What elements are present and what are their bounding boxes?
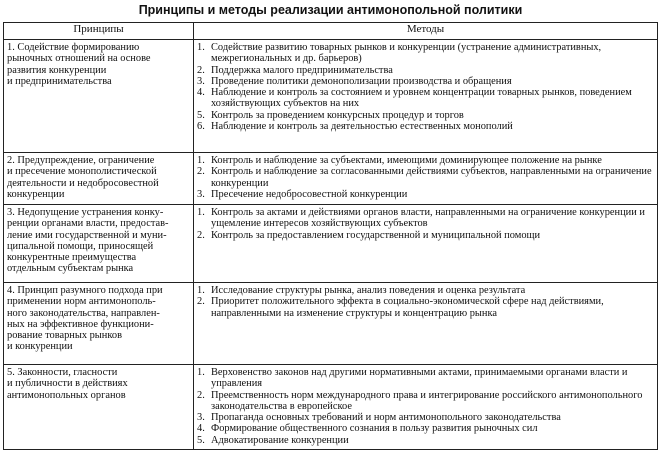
table-row [4,283,658,365]
method-text: Пропаганда основных требований и норм антимонопольного законодательства [211,412,561,424]
method-item [197,87,654,110]
methods-cell [194,365,658,450]
header-principles: Принципы [4,23,194,40]
method-item [197,230,654,241]
table-row [4,205,658,283]
method-number: 2. [197,389,205,401]
method-item [197,412,654,423]
method-number: 3. [197,188,205,200]
method-text: Формирование общественного сознания в пользу развития рыночных сил [211,423,538,435]
method-item [197,435,654,446]
principle-cell [4,153,194,205]
method-number: 4. [197,423,205,435]
method-number: 2. [197,166,205,178]
methods-cell [194,40,658,153]
table-row [4,40,658,153]
method-number: 3. [197,412,205,424]
methods-cell [194,153,658,205]
method-text: Наблюдение и контроль за состоянием и уровнем концентрации товарных рынков, поведением хозяйствующих субъектов на них [211,87,632,110]
method-item [197,207,654,230]
method-text: Контроль за проведением конкурсных процедур и торгов [211,109,464,121]
method-item [197,155,654,166]
method-number: 1. [197,155,205,166]
method-text: Приоритет положительного эффекта в социально-экономической сфере над действиями, направленными на изменение структуры и концентрацию рынка [211,296,604,319]
methods-list [197,42,654,132]
methods-list [197,285,654,319]
methods-cell [194,283,658,365]
method-item [197,296,654,319]
method-text: Содействие развитию товарных рынков и конкуренции (устранение административных, межрегиональных и др. барьеров) [211,42,602,65]
method-number: 1. [197,207,205,218]
principle-text: 3. Недопущение устранения конку- ренции органами власти, предостав- ление ими государственной и муни- ципальной помощи, приносящей конкурентные преимущества отдельным субъектам рынка [7,207,169,275]
method-number: 5. [197,434,205,446]
method-item [197,42,654,65]
principle-cell [4,283,194,365]
principle-text: 5. Законности, гласности и публичности в действиях антимонопольных органов [7,367,128,401]
method-text: Контроль и наблюдение за субъектами, имеющими доминирующее положение на рынке [211,155,602,166]
method-item [197,390,654,413]
method-text: Наблюдение и контроль за деятельностью естественных монополий [211,121,513,133]
method-text: Поддержка малого предпринимательства [211,64,393,76]
method-item [197,285,654,296]
method-number: 1. [197,42,205,53]
method-text: Контроль и наблюдение за согласованными действиями субъектов, направленными на ограничение конкуренции [211,166,652,189]
principle-cell [4,205,194,283]
methods-list [197,155,654,200]
method-item [197,121,654,132]
principle-cell [4,365,194,450]
method-number: 6. [197,121,205,133]
method-item [197,166,654,189]
table-row [4,365,658,450]
header-methods: Методы [194,23,658,40]
method-number: 2. [197,229,205,241]
method-item [197,65,654,76]
table-header-row [4,23,658,40]
method-number: 1. [197,367,205,378]
method-text: Преемственность норм международного права и интегрирование российского антимонопольного законодательства в европейское [211,389,643,412]
method-item [197,189,654,200]
principle-text: 1. Содействие формированию рыночных отношений на основе развития конкуренции и предпринимательства [7,42,151,87]
method-text: Исследование структуры рынка, анализ поведения и оценка результата [211,285,526,296]
method-item [197,423,654,434]
principle-text: 2. Предупреждение, ограничение и пресечение монополистической деятельности и недобросовестной конкуренции [7,155,159,200]
method-number: 1. [197,285,205,296]
method-item [197,110,654,121]
methods-cell [194,205,658,283]
principles-methods-table [3,22,658,450]
method-number: 3. [197,75,205,87]
method-item [197,76,654,87]
methods-list [197,367,654,446]
method-item [197,367,654,390]
table-row [4,153,658,205]
method-text: Верховенство законов над другими нормативными актами, принимаемыми органами власти и управления [211,367,628,390]
method-text: Пресечение недобросовестной конкуренции [211,188,408,200]
method-text: Проведение политики демонополизации производства и обращения [211,75,512,87]
principle-text: 4. Принцип разумного подхода при применении норм антимонополь- ного законодательства, направлен- ных на эффективное функциони- рование товарных рынков и конкуренции [7,285,163,353]
method-number: 2. [197,64,205,76]
method-number: 2. [197,296,205,308]
page-title: Принципы и методы реализации антимонопольной политики [138,3,523,17]
method-text: Контроль за предоставлением государственной и муниципальной помощи [211,229,541,241]
principle-cell [4,40,194,153]
method-text: Адвокатирование конкуренции [211,434,349,446]
methods-list [197,207,654,241]
method-number: 4. [197,87,205,99]
method-text: Контроль за актами и действиями органов власти, направленными на ограничение конкуренции и ущемление интересов хозяйствующих субъектов [211,207,645,230]
method-number: 5. [197,109,205,121]
